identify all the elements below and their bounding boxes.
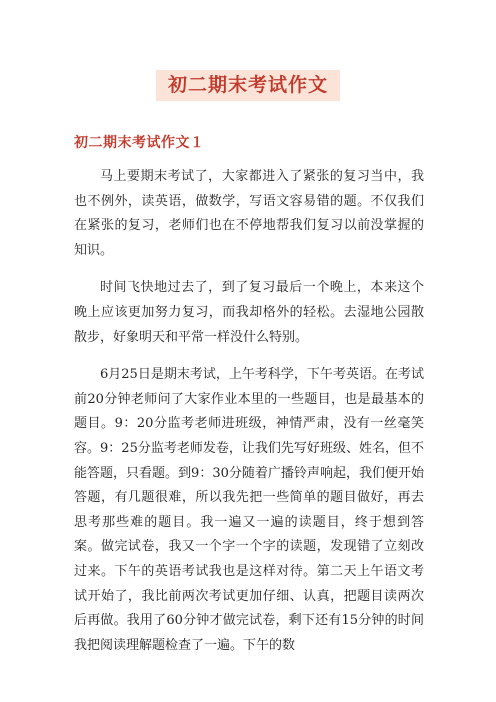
paragraph-2: 时间飞快地过去了，到了复习最后一个晚上，本来这个晚上应该更加努力复习，而我却格外的轻松。去湿地公园散散步，好象明天和平常一样没什么特别。 bbox=[74, 280, 424, 345]
paragraph-3: 6月25日是期末考试，上午考科学，下午考英语。在考试前20分钟老师问了大家作业本里的一些题目，也是最基本的题目。9：20分监考老师进班级，神情严肃，没有一丝毫笑容。9：25分监考老师发卷，让我们先写好班级、姓名，但不能答题，只看题。到9：30分随着广播铃声响起，我们便开始答题，有几题很难，所以我先把一些简单的题目做好，再去思考那些难的题目。我一遍又一遍的读题目，终于想到答案。做完试卷，我又一个字一个字的读题，发现错了立刻改过来。下午的英语考试我也是这样对待。第二天上午语文考试开始了，我比前两次考试更加仔细、认真，把题目读两次后再做。我用了60分钟才做完试卷，剩下还有15分钟的时间我把阅读理解题检查了一遍。下午的数 bbox=[74, 367, 424, 653]
document-title: 初二期末考试作文 bbox=[156, 70, 340, 101]
section-heading: 初二期末考试作文１ bbox=[74, 135, 205, 151]
title-wrapper bbox=[0, 70, 496, 101]
paragraph-1: 马上要期末考试了，大家都进入了紧张的复习当中，我也不例外，读英语，做数学，写语文容易错的题。不仅我们在紧张的复习，老师们也在不停地帮我们复习以前没掌握的知识。 bbox=[74, 169, 424, 258]
document-body bbox=[74, 165, 424, 671]
